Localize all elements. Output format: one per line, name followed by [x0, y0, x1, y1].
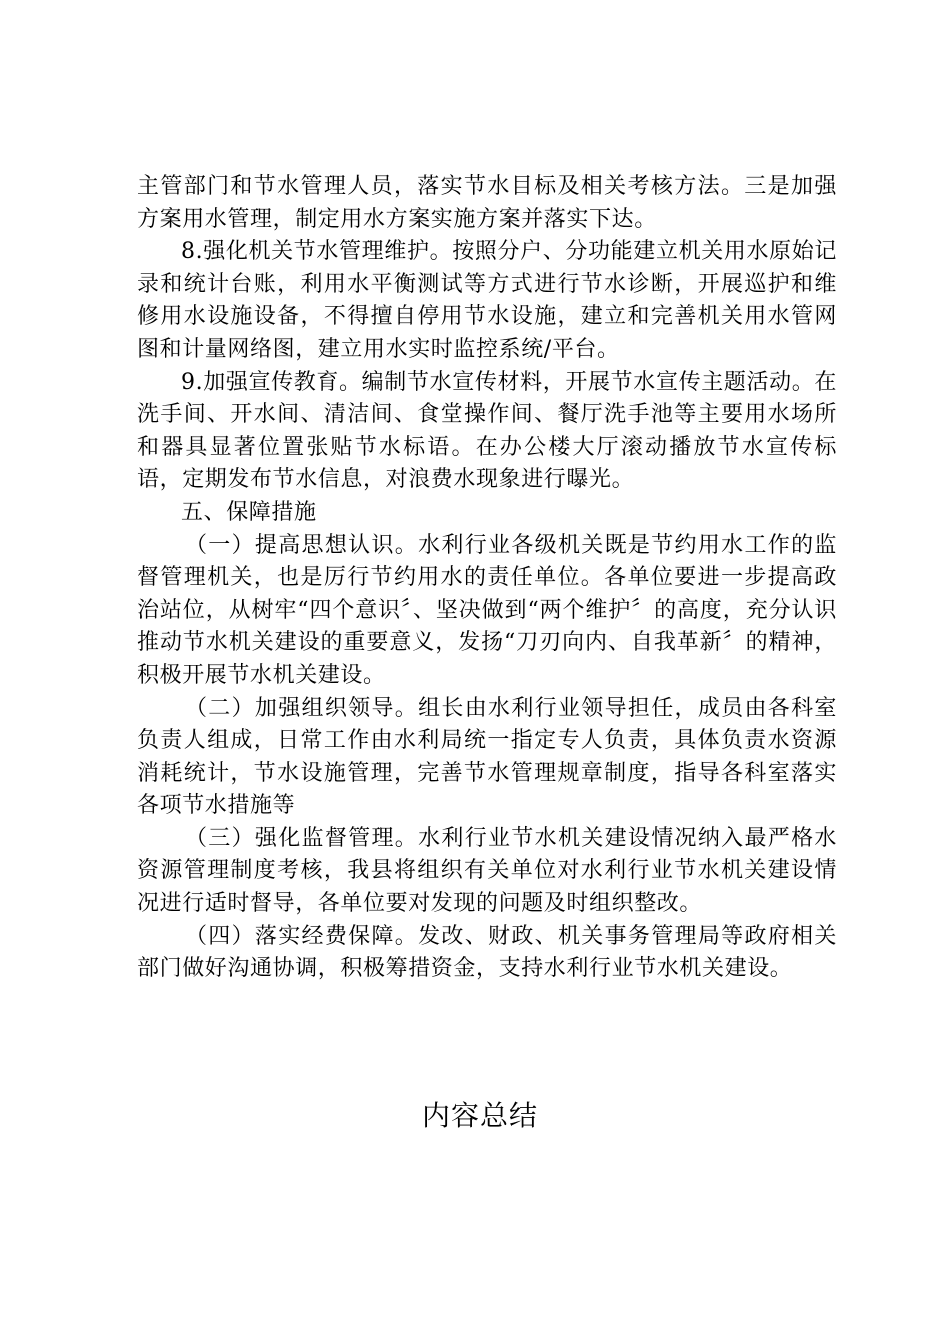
summary-heading: 内容总结: [421, 1099, 538, 1132]
paragraph-continuation: 主管部门和节水管理人员，落实节水目标及相关考核方法。三是加强方案用水管理，制定用水方案实施方案并落实下达。: [137, 174, 837, 232]
document-body: [137, 171, 837, 986]
paragraph-safeguard-4: （四）落实经费保障。发改、财政、机关事务管理局等政府相关部门做好沟通协调，积极筹措资金，支持水利行业节水机关建设。: [137, 923, 837, 982]
paragraph-safeguard-1: （一）提高思想认识。水利行业各级机关既是节约用水工作的监督管理机关，也是厉行节约用水的责任单位。各单位要进一步提高政治站位，从树牢“四个意识〞、坚决做到“两个维护〞的高度，充分认识推动节水机关建设的重要意义，发扬“刀刃向内、自我革新〞的精神，积极开展节水机关建设。: [137, 532, 837, 688]
paragraph-safeguard-2: （二）加强组织领导。组长由水利行业领导担任，成员由各科室负责人组成，日常工作由水利局统一指定专人负责，具体负责水资源消耗统计，节水设施管理，完善节水管理规章制度，指导各科室落实各项节水措施等: [137, 695, 837, 819]
section-heading-safeguards: 五、保障措施: [181, 499, 317, 525]
paragraph-item-8: 8.强化机关节水管理维护。按照分户、分功能建立机关用水原始记录和统计台账，利用水平衡测试等方式进行节水诊断，开展巡护和维修用水设施设备，不得擅自停用节水设施，建立和完善机关用水管网图和计量网络图，建立用水实时监控系统/平台。: [137, 239, 837, 362]
paragraph-item-9: 9.加强宣传教育。编制节水宣传材料，开展节水宣传主题活动。在洗手间、开水间、清洁间、食堂操作间、餐厅洗手池等主要用水场所和器具显著位置张贴节水标语。在办公楼大厅滚动播放节水宣传标语，定期发布节水信息，对浪费水现象进行曝光。: [137, 369, 837, 493]
paragraph-safeguard-3: （三）强化监督管理。水利行业节水机关建设情况纳入最严格水资源管理制度考核，我县将组织有关单位对水利行业节水机关建设情况进行适时督导，各单位要对发现的问题及时组织整改。: [137, 825, 837, 917]
